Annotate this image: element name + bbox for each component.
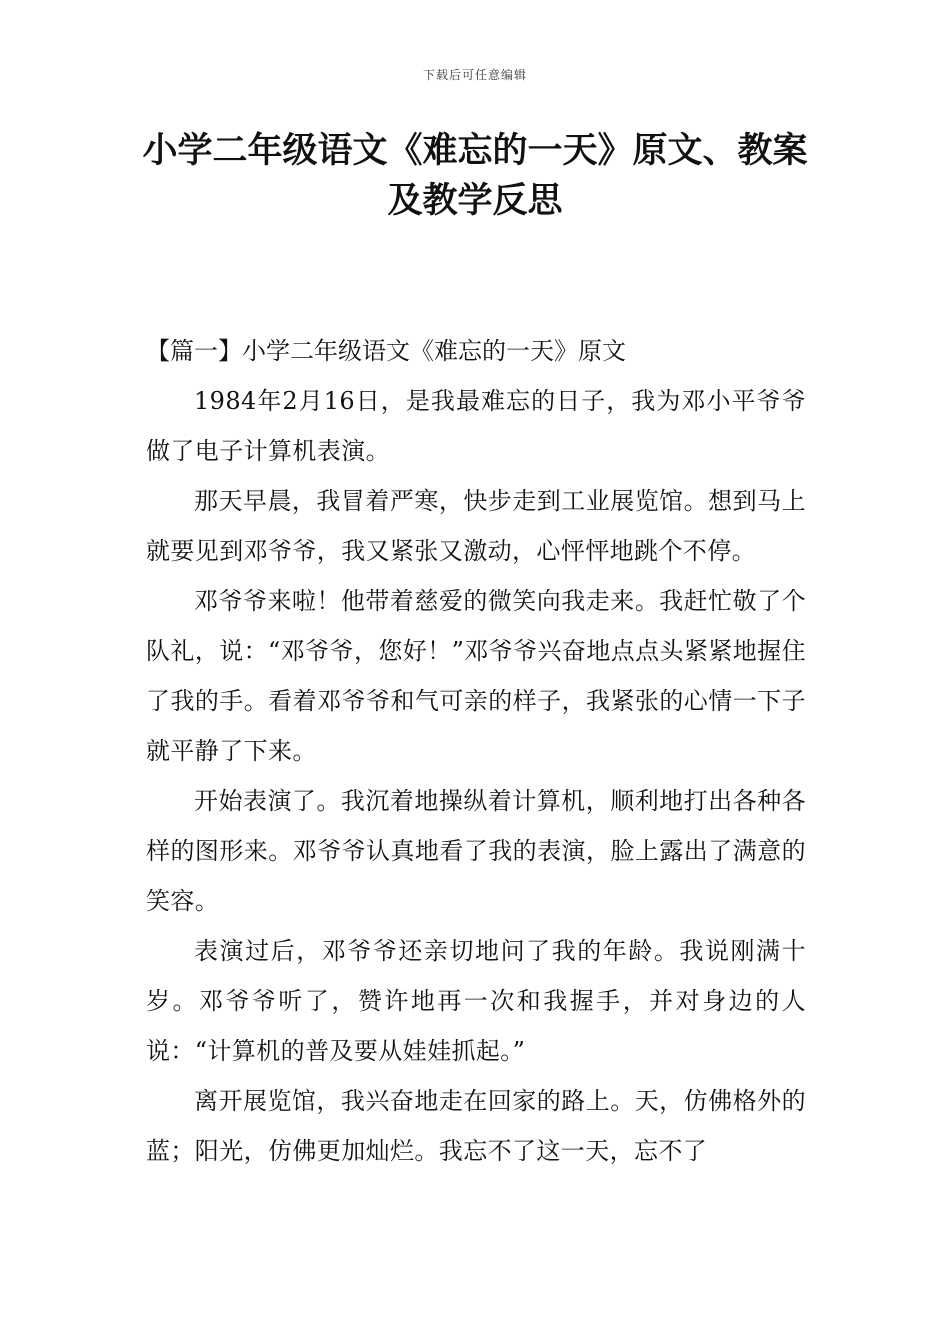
paragraph-4: 开始表演了。我沉着地操纵着计算机，顺利地打出各种各样的图形来。邓爷爷认真地看了我的表演，脸上露出了满意的笑容。 [146, 787, 806, 915]
header-note: 下载后可任意编辑 [422, 68, 527, 82]
document-title: 小学二年级语文《难忘的一天》原文、教案及教学反思 [142, 131, 808, 221]
paragraph-2: 那天早晨，我冒着严寒，快步走到工业展览馆。想到马上就要见到邓爷爷，我又紧张又激动，心怦怦地跳个不停。 [146, 487, 806, 565]
paragraph-6: 离开展览馆，我兴奋地走在回家的路上。天，仿佛格外的蓝；阳光，仿佛更加灿烂。我忘不了这一天，忘不了 [146, 1087, 806, 1165]
document-body [146, 326, 806, 1176]
paragraph-3: 邓爷爷来啦！他带着慈爱的微笑向我走来。我赶忙敬了个队礼，说：“邓爷爷，您好！”邓爷爷兴奋地点点头紧紧地握住了我的手。看着邓爷爷和气可亲的样子，我紧张的心情一下子就平静了下来。 [146, 587, 806, 765]
section-heading: 【篇一】小学二年级语文《难忘的一天》原文 [146, 337, 626, 365]
paragraph-5: 表演过后，邓爷爷还亲切地问了我的年龄。我说刚满十岁。邓爷爷听了，赞许地再一次和我握手，并对身边的人说：“计算机的普及要从娃娃抓起。” [146, 937, 806, 1065]
paragraph-1: 1984年2月16日，是我最难忘的日子，我为邓小平爷爷做了电子计算机表演。 [146, 387, 806, 465]
